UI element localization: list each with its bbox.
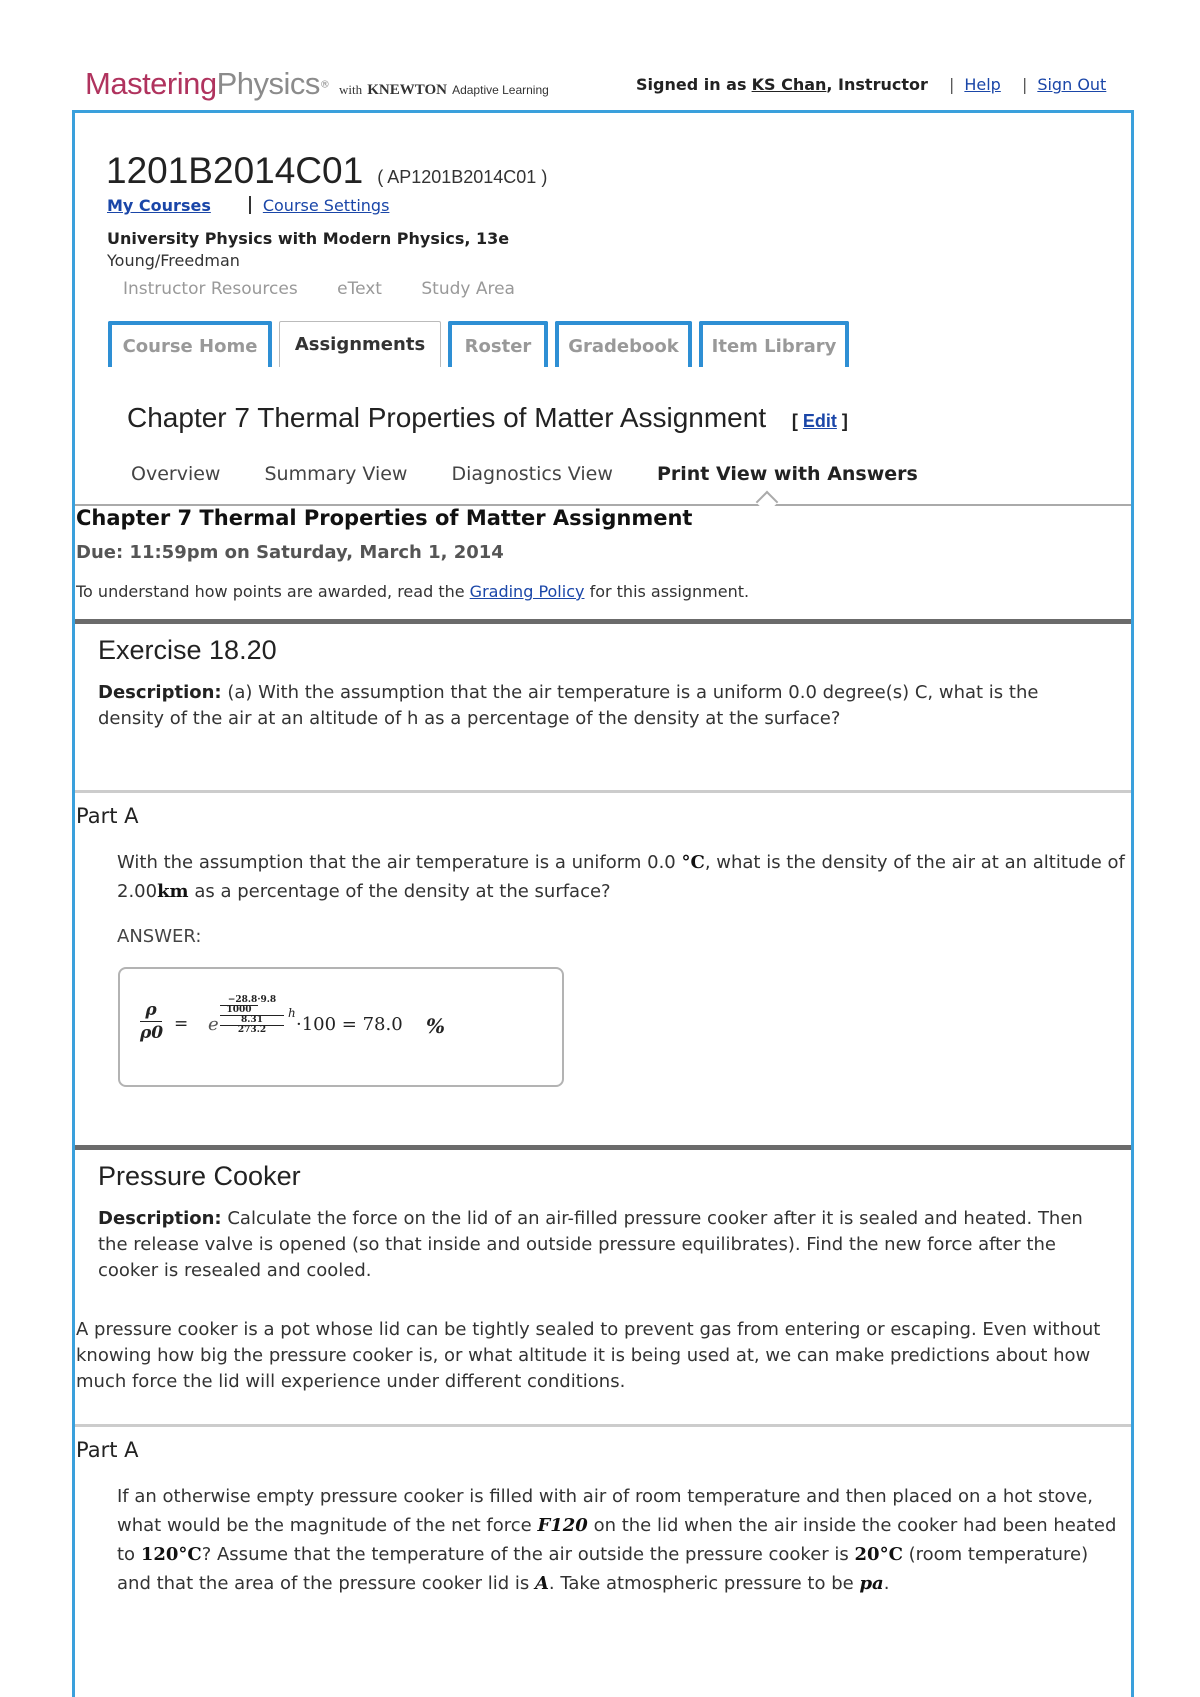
formula-exponent: −28.8·9.8 1000 8.31 273.2 bbox=[220, 996, 284, 1035]
subnav-active-indicator bbox=[756, 491, 779, 514]
density-ratio: ρ ρ0 bbox=[140, 1000, 164, 1043]
exercise-description: Description: Calculate the force on the lid of an air-filled pressure cooker after it is sealed and heated. Then the release valve is opened (so that inside and outside pressure equilibrates). Find the new force after the cooker is resealed and cooled. bbox=[98, 1208, 1083, 1281]
book-title: University Physics with Modern Physics, 13e bbox=[107, 229, 510, 248]
course-links bbox=[107, 196, 389, 215]
exercise-description: Description: (a) With the assumption that the air temperature is a uniform 0.0 degree(s) C, what is the density of the air at an altitude of h as a percentage of the density at the surface? bbox=[98, 682, 1039, 729]
question-text: If an otherwise empty pressure cooker is filled with air of room temperature and then placed on a hot stove, what would be the magnitude of the net force F120 on the lid when the air inside the cooker had been heated to 120°C? Assume that the temperature of the air outside the pressure cooker is 20°C (room temperature) and that the area of the pressure cooker lid is A. Take atmospheric pressure to be pa. bbox=[117, 1486, 1117, 1594]
help-link[interactable]: Help bbox=[964, 75, 1001, 94]
book-authors: Young/Freedman bbox=[107, 251, 240, 270]
user-name-link[interactable]: KS Chan bbox=[751, 75, 827, 94]
frame-border-right bbox=[1131, 110, 1134, 1697]
edit-control: [ Edit ] bbox=[791, 411, 848, 431]
subnav-print-view[interactable]: Print View with Answers bbox=[656, 463, 918, 485]
course-title: 1201B2014C01 ( AP1201B2014C01 ) bbox=[106, 150, 548, 191]
section-divider bbox=[75, 1145, 1131, 1150]
assignment-subnav bbox=[131, 463, 956, 485]
tab-course-home[interactable]: Course Home bbox=[108, 321, 272, 367]
signed-in-bar: Signed in as KS Chan, Instructor | Help | Sign Out bbox=[636, 75, 1107, 94]
my-courses-link[interactable]: My Courses bbox=[107, 196, 211, 215]
resource-links bbox=[123, 279, 549, 299]
print-title: Chapter 7 Thermal Properties of Matter Assignment bbox=[76, 506, 693, 530]
part-label: Part A bbox=[76, 1438, 139, 1462]
subnav-summary-view[interactable]: Summary View bbox=[264, 463, 408, 485]
exercise-title: Exercise 18.20 bbox=[98, 635, 277, 665]
instructor-resources-link[interactable]: Instructor Resources bbox=[123, 279, 298, 299]
study-area-link[interactable]: Study Area bbox=[421, 279, 515, 299]
question-text: With the assumption that the air temperature is a uniform 0.0 °C, what is the density of the air at an altitude of 2.00km as a percentage of the density at the surface? bbox=[117, 852, 1125, 902]
course-code: ( AP1201B2014C01 ) bbox=[377, 167, 548, 187]
answer-label: ANSWER: bbox=[117, 926, 202, 947]
edit-link[interactable]: Edit bbox=[802, 411, 837, 431]
exercise-title: Pressure Cooker bbox=[98, 1161, 301, 1191]
frame-border-left bbox=[72, 110, 75, 1697]
tab-gradebook[interactable]: Gradebook bbox=[555, 321, 692, 367]
assignment-title: Chapter 7 Thermal Properties of Matter Assignment [ Edit ] bbox=[127, 402, 848, 433]
tab-item-library[interactable]: Item Library bbox=[699, 321, 849, 367]
link-divider bbox=[249, 196, 251, 214]
answer-formula: ρ ρ0 = e −28.8·9.8 1000 8.31 273.2 h ·100 = 78.0 % bbox=[140, 995, 446, 1043]
due-date: Due: 11:59pm on Saturday, March 1, 2014 bbox=[76, 542, 504, 563]
part-label: Part A bbox=[76, 804, 139, 828]
masteringphysics-logo: MasteringPhysics® with KNEWTON Adaptive Learning bbox=[85, 66, 549, 101]
grading-note: To understand how points are awarded, read the Grading Policy for this assignment. bbox=[76, 582, 750, 601]
tab-roster[interactable]: Roster bbox=[448, 321, 548, 367]
part-divider bbox=[75, 790, 1131, 793]
etext-link[interactable]: eText bbox=[337, 279, 382, 299]
course-settings-link[interactable]: Course Settings bbox=[262, 196, 390, 215]
tab-assignments[interactable]: Assignments bbox=[279, 321, 441, 367]
frame-border-top bbox=[72, 110, 1134, 113]
grading-policy-link[interactable]: Grading Policy bbox=[469, 582, 585, 601]
subnav-overview[interactable]: Overview bbox=[131, 463, 221, 485]
exercise-intro: A pressure cooker is a pot whose lid can be tightly sealed to prevent gas from entering or escaping. Even without knowing how big the pressure cooker is, or what altitude it is being used at, we can make predictions about how much force the lid will experience under different conditions. bbox=[76, 1319, 1101, 1392]
section-divider bbox=[75, 619, 1131, 624]
subnav-diagnostics-view[interactable]: Diagnostics View bbox=[451, 463, 613, 485]
part-divider bbox=[75, 1424, 1131, 1427]
sign-out-link[interactable]: Sign Out bbox=[1037, 75, 1107, 94]
